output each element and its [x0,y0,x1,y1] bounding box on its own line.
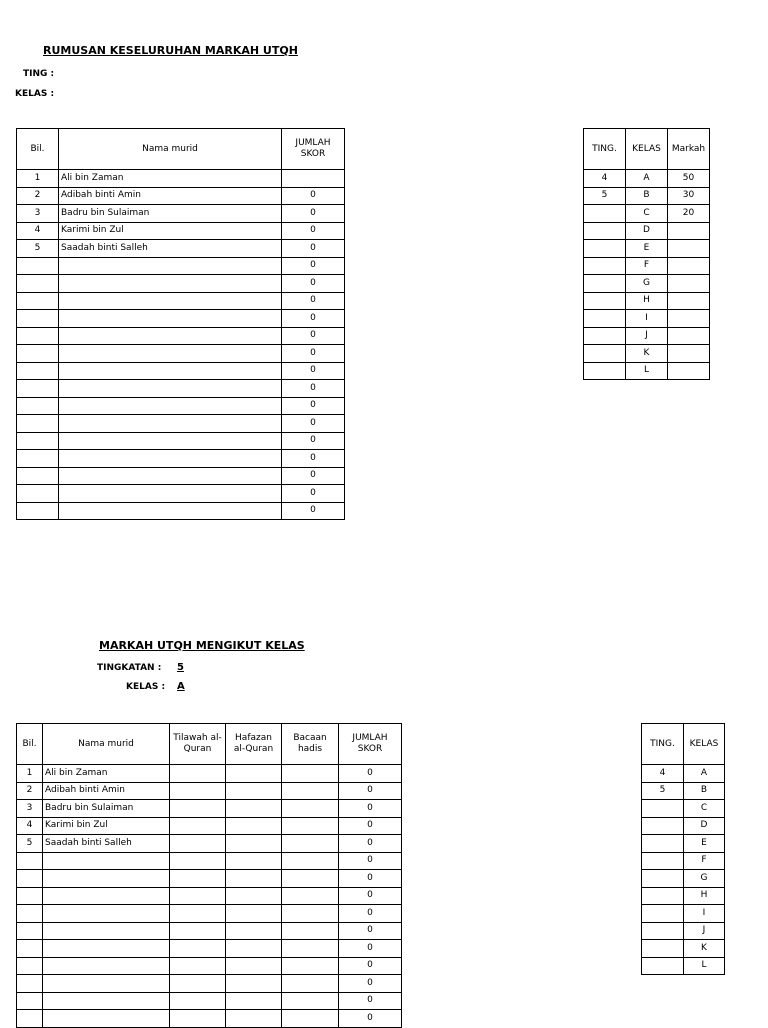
cell-nama-murid: Saadah binti Salleh [59,240,282,258]
cell-bacaan [282,975,339,993]
table-row [17,940,402,958]
cell-bil [17,415,59,433]
table-row [17,957,402,975]
cell-kelas: E [684,835,725,853]
cell-jumlah-skor [282,170,345,188]
cell-hafazan [226,975,282,993]
summary-table [16,128,345,520]
cell-jumlah-skor: 0 [339,957,402,975]
cell-ting [642,835,684,853]
cell-kelas: C [684,800,725,818]
cell-kelas: B [626,187,668,205]
header-tilawah: Tilawah al-Quran [170,724,226,765]
table-row [642,782,725,800]
cell-markah [668,240,710,258]
cell-tilawah [170,922,226,940]
table-row [642,800,725,818]
table-row [584,257,710,275]
cell-ting [642,940,684,958]
cell-nama-murid [59,397,282,415]
cell-bacaan [282,870,339,888]
cell-bil [17,362,59,380]
cell-bil: 4 [17,222,59,240]
cell-bil [17,502,59,520]
table-row [584,205,710,223]
cell-kelas: J [684,922,725,940]
cell-nama-murid [59,345,282,363]
cell-bacaan [282,1010,339,1028]
cell-jumlah-skor: 0 [339,887,402,905]
cell-ting [584,205,626,223]
cell-bacaan [282,992,339,1010]
cell-markah [668,362,710,380]
cell-jumlah-skor: 0 [339,975,402,993]
cell-markah [668,275,710,293]
cell-hafazan [226,957,282,975]
cell-jumlah-skor: 0 [282,362,345,380]
cell-jumlah-skor: 0 [282,240,345,258]
cell-ting [584,257,626,275]
cell-ting [642,887,684,905]
cell-nama-murid: Ali bin Zaman [59,170,282,188]
table-row [17,450,345,468]
cell-jumlah-skor: 0 [282,257,345,275]
cell-jumlah-skor: 0 [282,380,345,398]
cell-nama-murid [43,957,170,975]
cell-jumlah-skor: 0 [282,310,345,328]
cell-jumlah-skor: 0 [282,467,345,485]
table-row [17,905,402,923]
cell-hafazan [226,992,282,1010]
cell-tilawah [170,852,226,870]
cell-tilawah [170,765,226,783]
cell-tilawah [170,940,226,958]
table-row [17,292,345,310]
cell-jumlah-skor: 0 [282,275,345,293]
cell-bacaan [282,957,339,975]
cell-bil: 5 [17,835,43,853]
table-row [17,240,345,258]
class-lookup-table [583,128,710,380]
table-row [642,940,725,958]
table-row [17,467,345,485]
cell-bil [17,992,43,1010]
cell-tilawah [170,975,226,993]
ting-label: TING : [23,69,55,79]
cell-nama-murid: Badru bin Sulaiman [43,800,170,818]
cell-jumlah-skor: 0 [282,415,345,433]
cell-jumlah-skor: 0 [282,502,345,520]
cell-ting [584,310,626,328]
cell-bil: 2 [17,187,59,205]
cell-kelas: H [626,292,668,310]
byclass-table [16,723,402,1028]
cell-bil [17,450,59,468]
cell-jumlah-skor: 0 [339,1010,402,1028]
cell-hafazan [226,852,282,870]
table-row [17,205,345,223]
cell-hafazan [226,765,282,783]
cell-bacaan [282,800,339,818]
cell-nama-murid: Adibah binti Amin [59,187,282,205]
table-row [642,922,725,940]
cell-tilawah [170,800,226,818]
cell-bacaan [282,852,339,870]
header-ting: TING. [642,724,684,765]
cell-bil: 1 [17,170,59,188]
table-row [642,887,725,905]
cell-bil [17,852,43,870]
cell-bil [17,485,59,503]
cell-nama-murid [59,467,282,485]
table-row [17,415,345,433]
cell-bacaan [282,817,339,835]
cell-hafazan [226,1010,282,1028]
cell-bacaan [282,922,339,940]
table-row [584,240,710,258]
cell-bil [17,887,43,905]
table-row [17,800,402,818]
cell-nama-murid [59,362,282,380]
cell-bil [17,380,59,398]
cell-bil [17,275,59,293]
cell-ting [642,957,684,975]
cell-ting [642,905,684,923]
tingkatan-label: TINGKATAN : [97,663,162,673]
table-row [17,432,345,450]
header-kelas: KELAS [684,724,725,765]
table-row [17,922,402,940]
cell-jumlah-skor: 0 [282,450,345,468]
cell-kelas: G [626,275,668,293]
cell-bil: 5 [17,240,59,258]
cell-nama-murid: Karimi bin Zul [43,817,170,835]
cell-nama-murid [59,415,282,433]
table-row [17,187,345,205]
table-row [584,310,710,328]
cell-tilawah [170,957,226,975]
table-row [584,187,710,205]
cell-bil [17,975,43,993]
table-row [17,502,345,520]
header-jumlah-skor: JUMLAH SKOR [282,129,345,170]
cell-ting [642,800,684,818]
cell-bil [17,327,59,345]
cell-nama-murid [59,292,282,310]
table-row [584,345,710,363]
cell-kelas: D [626,222,668,240]
cell-kelas: A [684,765,725,783]
table-row [642,870,725,888]
cell-ting [584,345,626,363]
header-kelas: KELAS [626,129,668,170]
cell-tilawah [170,817,226,835]
cell-kelas: G [684,870,725,888]
cell-markah: 30 [668,187,710,205]
cell-nama-murid [43,922,170,940]
cell-nama-murid: Adibah binti Amin [43,782,170,800]
cell-jumlah-skor: 0 [282,485,345,503]
cell-bil [17,922,43,940]
cell-nama-murid [59,432,282,450]
cell-ting: 4 [584,170,626,188]
cell-nama-murid [59,257,282,275]
cell-bil [17,257,59,275]
cell-markah: 20 [668,205,710,223]
cell-kelas: A [626,170,668,188]
cell-kelas: K [626,345,668,363]
header-bil: Bil. [17,724,43,765]
cell-jumlah-skor: 0 [339,765,402,783]
cell-nama-murid [59,310,282,328]
header-ting: TING. [584,129,626,170]
cell-kelas: D [684,817,725,835]
cell-bil: 1 [17,765,43,783]
table-row [17,310,345,328]
table-row [17,852,402,870]
cell-nama-murid [43,905,170,923]
table-row [17,835,402,853]
cell-ting [642,922,684,940]
table-row [642,835,725,853]
cell-jumlah-skor: 0 [339,940,402,958]
table-row [17,222,345,240]
cell-kelas: L [626,362,668,380]
cell-nama-murid: Ali bin Zaman [43,765,170,783]
cell-bil [17,940,43,958]
byclass-title: MARKAH UTQH MENGIKUT KELAS [99,639,305,652]
cell-hafazan [226,800,282,818]
table-row [17,345,345,363]
cell-hafazan [226,782,282,800]
cell-jumlah-skor: 0 [339,835,402,853]
cell-bil: 4 [17,817,43,835]
kelas-label: KELAS : [15,89,55,99]
cell-bacaan [282,765,339,783]
cell-kelas: H [684,887,725,905]
cell-tilawah [170,887,226,905]
table-row [17,1010,402,1028]
cell-jumlah-skor: 0 [339,782,402,800]
cell-bil [17,870,43,888]
table-row [17,397,345,415]
cell-ting [584,222,626,240]
cell-kelas: E [626,240,668,258]
cell-ting: 5 [584,187,626,205]
table-row [17,380,345,398]
byclass-kelas-label: KELAS : [126,682,166,692]
cell-nama-murid [43,992,170,1010]
cell-kelas: J [626,327,668,345]
cell-markah [668,310,710,328]
cell-bil: 3 [17,205,59,223]
cell-ting [584,327,626,345]
cell-tilawah [170,992,226,1010]
cell-kelas: K [684,940,725,958]
table-row [17,275,345,293]
header-nama-murid: Nama murid [43,724,170,765]
header-bacaan: Bacaan hadis [282,724,339,765]
header-hafazan: Hafazan al-Quran [226,724,282,765]
cell-jumlah-skor: 0 [282,345,345,363]
cell-nama-murid [59,502,282,520]
header-jumlah-skor: JUMLAH SKOR [339,724,402,765]
table-row [17,362,345,380]
table-row [642,905,725,923]
cell-bacaan [282,835,339,853]
table-row [17,975,402,993]
cell-bil [17,467,59,485]
cell-hafazan [226,835,282,853]
cell-ting: 4 [642,765,684,783]
cell-hafazan [226,817,282,835]
table-row [642,852,725,870]
cell-nama-murid: Badru bin Sulaiman [59,205,282,223]
cell-bacaan [282,905,339,923]
table-row [584,275,710,293]
cell-ting [642,870,684,888]
cell-ting [584,362,626,380]
cell-bil [17,292,59,310]
cell-bil [17,1010,43,1028]
cell-bil: 3 [17,800,43,818]
cell-bil [17,345,59,363]
table-row [17,257,345,275]
cell-kelas: F [684,852,725,870]
table-row [17,485,345,503]
cell-jumlah-skor: 0 [339,870,402,888]
cell-bil [17,310,59,328]
table-row [17,870,402,888]
cell-tilawah [170,835,226,853]
cell-jumlah-skor: 0 [282,205,345,223]
cell-nama-murid [43,887,170,905]
table-row [584,292,710,310]
cell-nama-murid [43,940,170,958]
cell-ting: 5 [642,782,684,800]
tingkatan-value: 5 [177,662,184,673]
table-row [17,327,345,345]
cell-markah [668,257,710,275]
table-row [584,327,710,345]
cell-bil: 2 [17,782,43,800]
cell-nama-murid [59,275,282,293]
cell-nama-murid [43,852,170,870]
cell-bacaan [282,940,339,958]
cell-kelas: B [684,782,725,800]
cell-ting [642,817,684,835]
cell-markah [668,222,710,240]
cell-nama-murid [59,450,282,468]
cell-jumlah-skor: 0 [339,817,402,835]
cell-ting [584,240,626,258]
cell-hafazan [226,905,282,923]
cell-jumlah-skor: 0 [339,852,402,870]
table-row [642,817,725,835]
cell-jumlah-skor: 0 [339,992,402,1010]
cell-nama-murid [59,380,282,398]
table-row [642,957,725,975]
cell-jumlah-skor: 0 [282,222,345,240]
cell-bacaan [282,782,339,800]
cell-jumlah-skor: 0 [339,905,402,923]
cell-nama-murid [43,1010,170,1028]
table-row [17,992,402,1010]
header-markah: Markah [668,129,710,170]
cell-kelas: I [684,905,725,923]
cell-hafazan [226,870,282,888]
table-row [584,170,710,188]
summary-title: RUMUSAN KESELURUHAN MARKAH UTQH [43,44,298,57]
cell-nama-murid [59,327,282,345]
cell-hafazan [226,940,282,958]
table-row [17,170,345,188]
cell-kelas: C [626,205,668,223]
cell-hafazan [226,922,282,940]
cell-hafazan [226,887,282,905]
header-bil: Bil. [17,129,59,170]
cell-jumlah-skor: 0 [282,327,345,345]
cell-tilawah [170,905,226,923]
cell-nama-murid [59,485,282,503]
cell-ting [584,275,626,293]
cell-markah: 50 [668,170,710,188]
cell-nama-murid [43,975,170,993]
cell-kelas: I [626,310,668,328]
cell-bacaan [282,887,339,905]
cell-bil [17,432,59,450]
table-row [17,817,402,835]
cell-jumlah-skor: 0 [282,397,345,415]
cell-tilawah [170,870,226,888]
cell-kelas: F [626,257,668,275]
table-row [584,222,710,240]
cell-jumlah-skor: 0 [282,292,345,310]
cell-kelas: L [684,957,725,975]
class-lookup-table-2 [641,723,725,975]
cell-markah [668,345,710,363]
cell-jumlah-skor: 0 [282,187,345,205]
header-nama-murid: Nama murid [59,129,282,170]
cell-nama-murid [43,870,170,888]
table-row [584,362,710,380]
table-row [642,765,725,783]
cell-jumlah-skor: 0 [282,432,345,450]
cell-bil [17,957,43,975]
cell-jumlah-skor: 0 [339,922,402,940]
cell-ting [584,292,626,310]
cell-markah [668,292,710,310]
byclass-kelas-value: A [177,681,185,692]
table-row [17,887,402,905]
cell-bil [17,905,43,923]
cell-bil [17,397,59,415]
table-row [17,782,402,800]
cell-nama-murid: Saadah binti Salleh [43,835,170,853]
cell-tilawah [170,782,226,800]
cell-jumlah-skor: 0 [339,800,402,818]
cell-tilawah [170,1010,226,1028]
cell-markah [668,327,710,345]
table-row [17,765,402,783]
cell-nama-murid: Karimi bin Zul [59,222,282,240]
cell-ting [642,852,684,870]
